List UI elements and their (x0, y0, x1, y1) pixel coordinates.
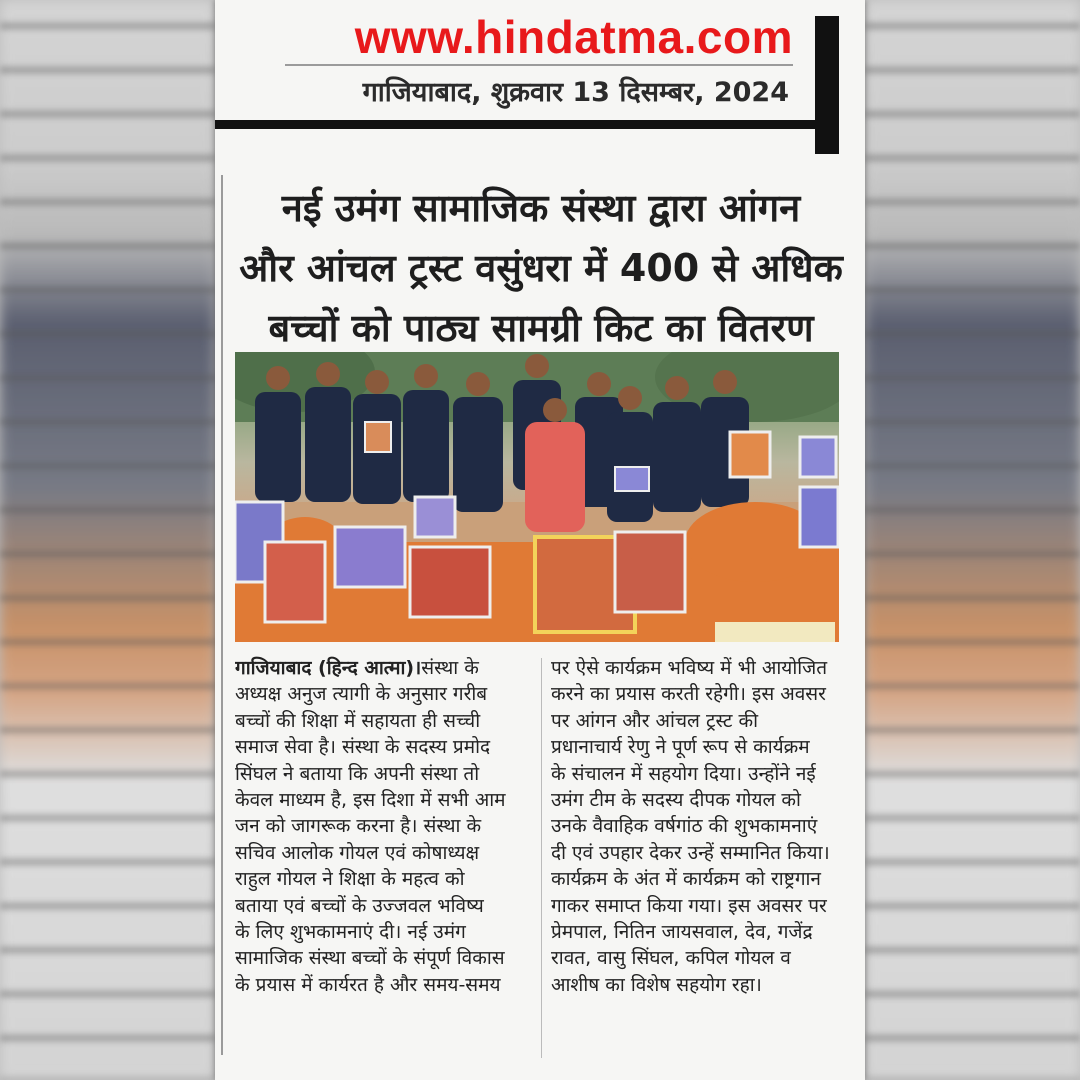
woman-in-pink (525, 422, 585, 532)
text-line: बताया एवं बच्चों के उज्जवल भविष्य (235, 894, 484, 917)
text-line (235, 655, 541, 681)
text-line: प्रधानाचार्य रेणु ने पूर्ण रूप से कार्यक्रम (551, 736, 810, 759)
headline-line: और आंचल ट्रस्ट वसुंधरा में 400 से अधिक (239, 246, 843, 290)
masthead (215, 0, 865, 160)
text-line: आशीष का विशेष सहयोग रहा। (551, 973, 762, 996)
site-url: www.hindatma.com (354, 11, 793, 63)
article-column-2 (551, 655, 857, 998)
text-line: बच्चों की शिक्षा में सहायता ही सच्ची (235, 709, 481, 732)
masthead-bar (215, 120, 839, 129)
text-line: सिंघल ने बताया कि अपनी संस्था तो (235, 762, 480, 785)
masthead-rule (285, 64, 793, 66)
text-line: कार्यक्रम के अंत में कार्यक्रम को राष्ट्रगान (551, 868, 821, 891)
text-line: केवल माध्यम है, इस दिशा में सभी आम (235, 789, 506, 812)
blurred-text-right (865, 0, 1080, 1080)
group-photo-illustration (235, 352, 839, 642)
text-line: प्रेमपाल, नितिन जायसवाल, देव, गजेंद्र (551, 921, 813, 944)
group-photo (235, 352, 839, 642)
text-line: दी एवं उपहार देकर उन्हें सम्मानित किया। (551, 841, 830, 864)
column-rule (221, 175, 223, 1055)
article-column-1 (235, 655, 541, 998)
text-line: पर ऐसे कार्यक्रम भविष्य में भी आयोजित (551, 657, 828, 679)
text-line: राहुल गोयल ने शिक्षा के महत्व को (235, 868, 465, 891)
text-line: के प्रयास में कार्यरत है और समय-समय (235, 973, 501, 996)
dateline: गाजियाबाद, शुक्रवार 13 दिसम्बर, 2024 (362, 77, 789, 108)
text-line: अध्यक्ष अनुज त्यागी के अनुसार गरीब (235, 683, 488, 706)
headline-line: बच्चों को पाठ्य सामग्री किट का वितरण (268, 306, 814, 350)
text-line: उमंग टीम के सदस्य दीपक गोयल को (551, 789, 801, 812)
column-separator (541, 658, 542, 1058)
text-line: सामाजिक संस्था बच्चों के संपूर्ण विकास (235, 947, 505, 970)
text-line: जन को जागरूक करना है। संस्था के (235, 815, 482, 838)
text-line: समाज सेवा है। संस्था के सदस्य प्रमोद (235, 736, 491, 759)
placeline: गाजियाबाद (हिन्द आत्मा)। (235, 657, 422, 679)
text-line: करने का प्रयास करती रहेगी। इस अवसर (551, 683, 826, 706)
masthead-post (815, 16, 839, 154)
blurred-text-left (0, 0, 215, 1080)
headline-line: नई उमंग सामाजिक संस्था द्वारा आंगन (281, 186, 801, 230)
text-line: पर आंगन और आंचल ट्रस्ट की (551, 709, 759, 732)
text-line: उनके वैवाहिक वर्षगांठ की शुभकामनाएं (551, 815, 818, 838)
newspaper-clipping (215, 0, 865, 1080)
text-line: गाकर समाप्त किया गया। इस अवसर पर (551, 894, 827, 917)
text-line: रावत, वासु सिंघल, कपिल गोयल व (551, 947, 791, 970)
text-line-segment: संस्था के (421, 657, 479, 679)
text-line: सचिव आलोक गोयल एवं कोषाध्यक्ष (235, 841, 480, 864)
headline (231, 178, 851, 358)
text-line: के लिए शुभकामनाएं दी। नई उमंग (235, 921, 466, 944)
text-line: के संचालन में सहयोग दिया। उन्होंने नई (551, 762, 816, 785)
